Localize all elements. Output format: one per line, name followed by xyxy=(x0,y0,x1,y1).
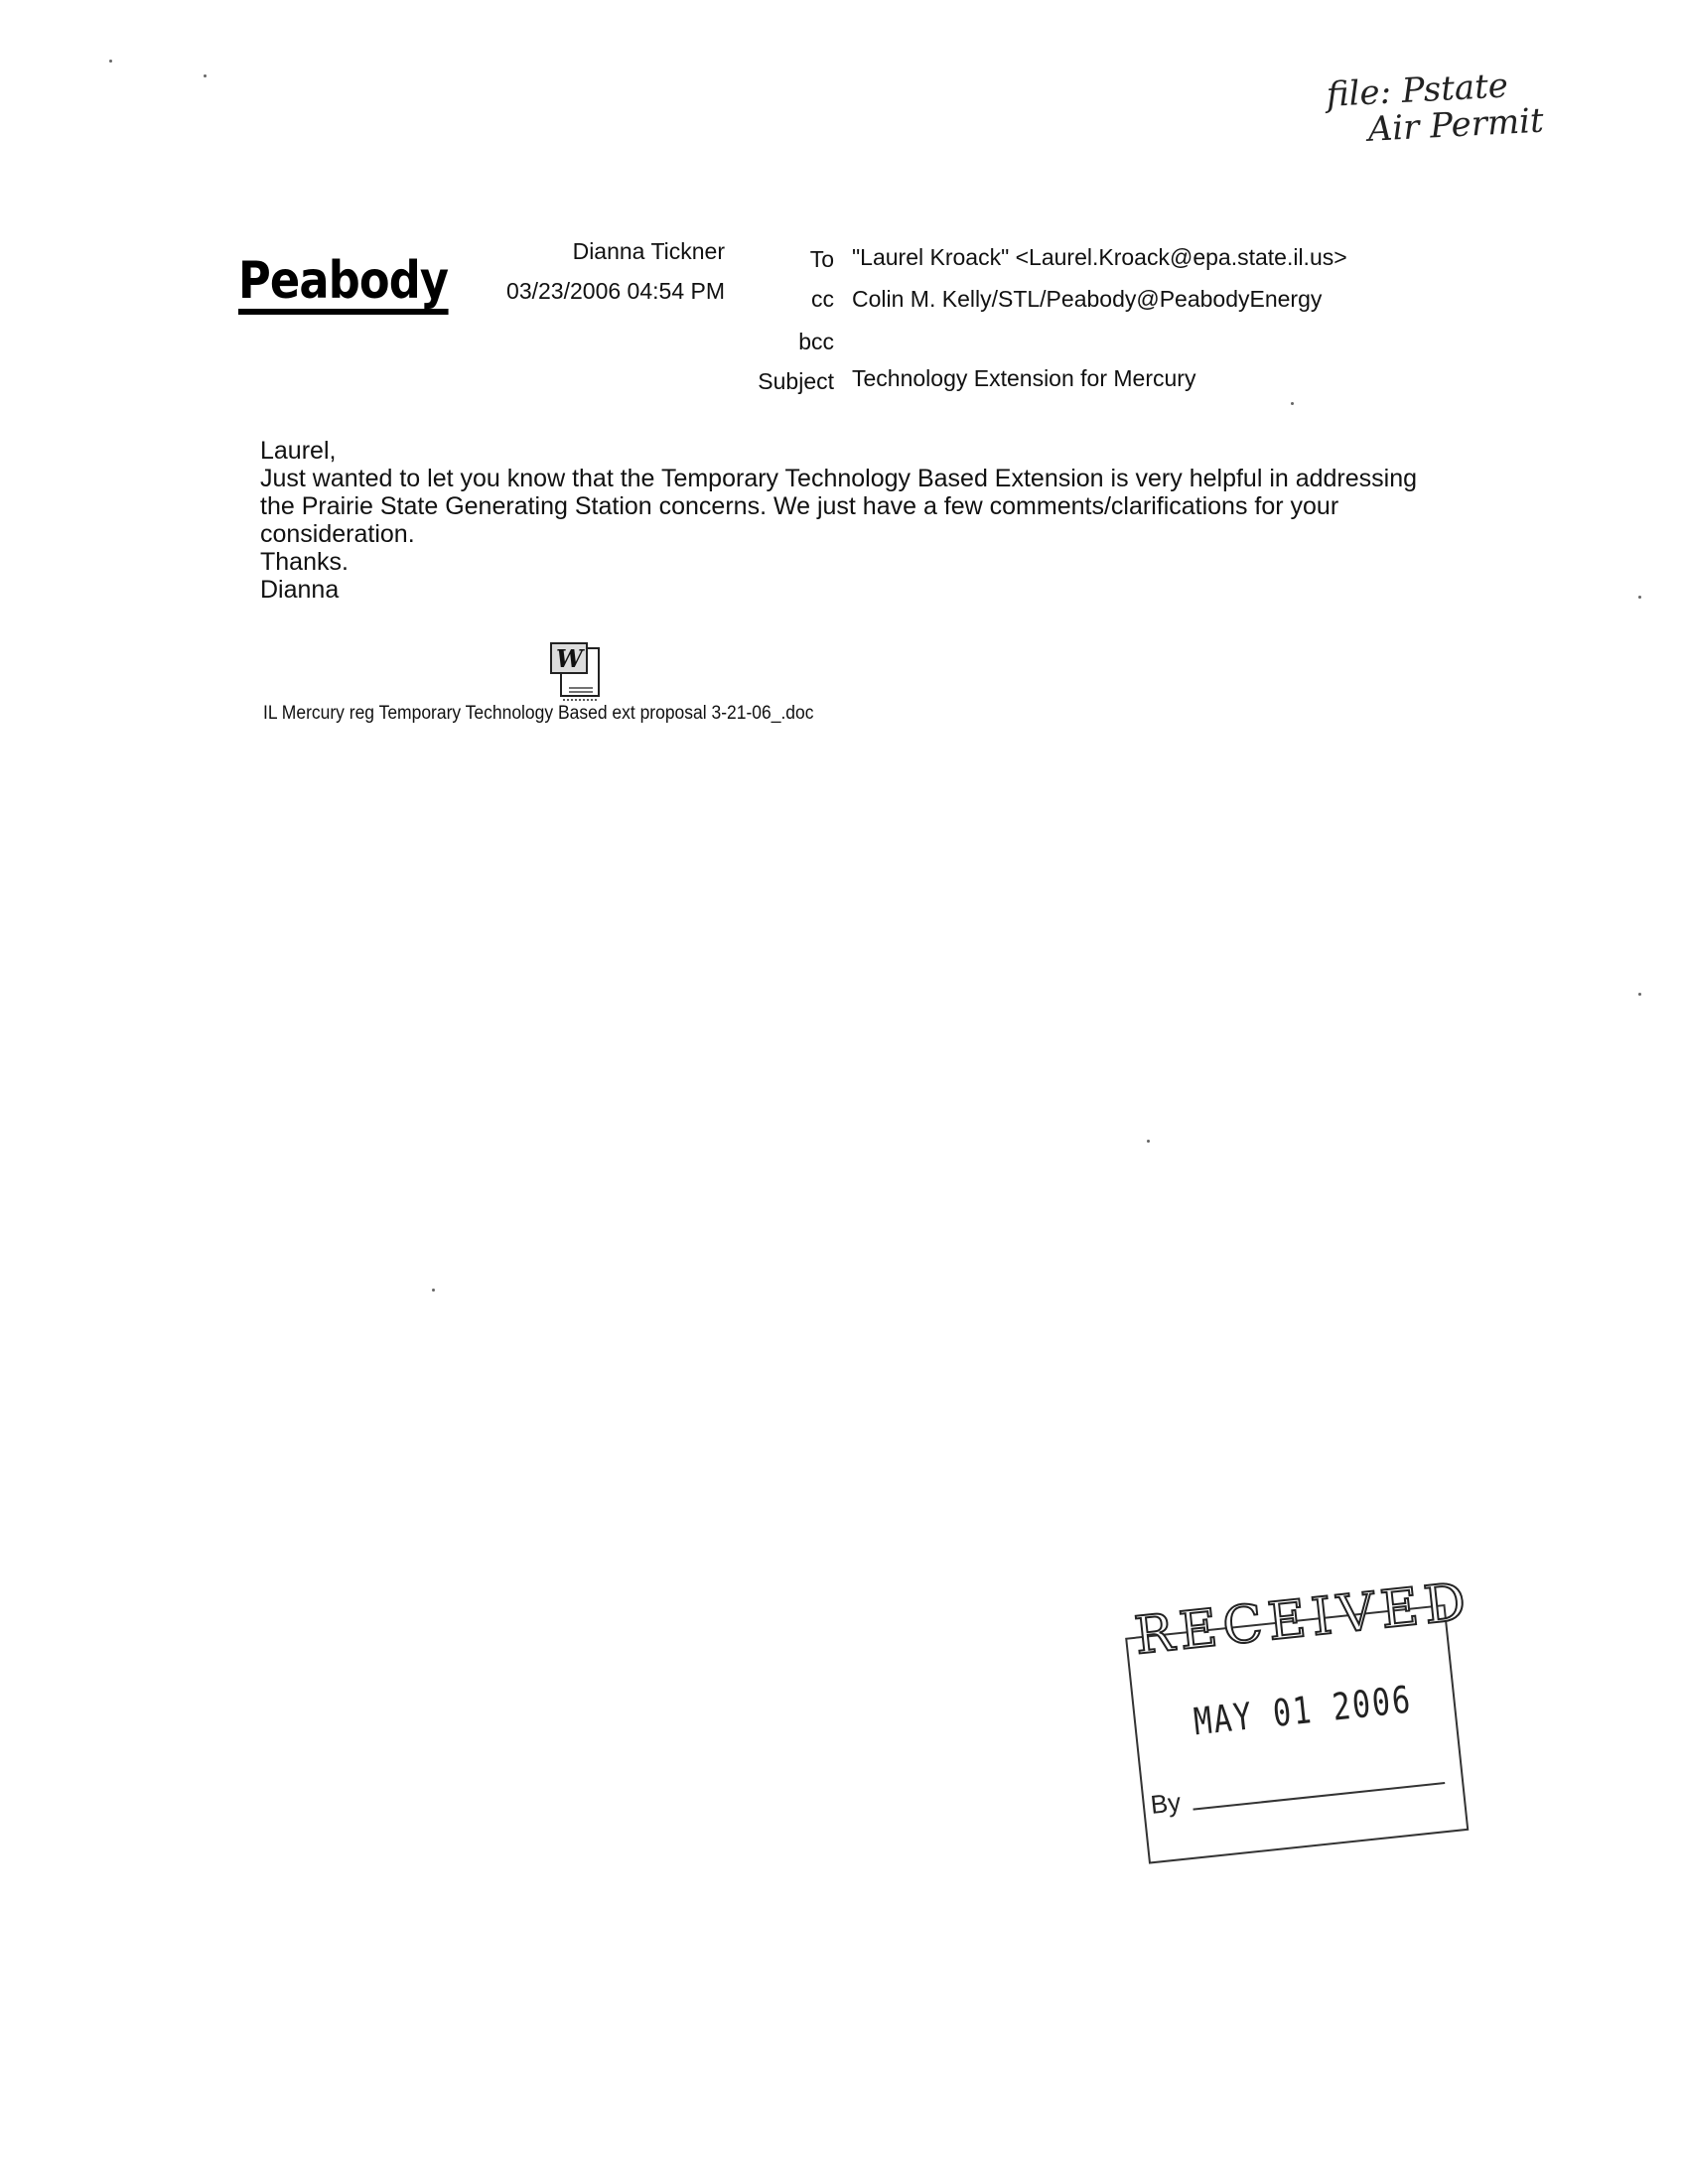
scan-speck xyxy=(1147,1140,1150,1143)
word-document-icon[interactable] xyxy=(549,640,609,702)
scan-speck xyxy=(204,74,207,77)
thanks-line: Thanks. xyxy=(260,548,349,576)
svg-text:W: W xyxy=(556,644,583,673)
scan-speck xyxy=(1638,993,1641,996)
greeting: Laurel, xyxy=(260,437,337,465)
body-line-1: Just wanted to let you know that the Temporary Technology Based Extension is very helpful in addressing xyxy=(260,465,1418,492)
cc-label: cc xyxy=(811,286,834,312)
subject-label: Subject xyxy=(758,368,834,394)
stamp-date: MAY 01 2006 xyxy=(1192,1678,1415,1745)
scan-speck xyxy=(1638,596,1641,599)
word-document-icon-graphic xyxy=(549,640,609,702)
handwritten-note-line-2: Air Permit xyxy=(1366,100,1545,151)
scan-speck xyxy=(1291,402,1294,405)
body-line-2: the Prairie State Generating Station concerns. We just have a few comments/clarifications for your xyxy=(260,492,1339,520)
signature: Dianna xyxy=(260,576,340,604)
subject-value: Technology Extension for Mercury xyxy=(852,365,1196,391)
scan-speck xyxy=(432,1289,435,1292)
received-stamp xyxy=(1122,1571,1474,1860)
bcc-label: bcc xyxy=(798,329,834,354)
to-label: To xyxy=(809,246,834,272)
sender-name: Dianna Tickner xyxy=(572,238,725,264)
handwritten-note-line-1: file: Pstate xyxy=(1325,66,1509,115)
attachment-filename[interactable]: IL Mercury reg Temporary Technology Based ext proposal 3-21-06_.doc xyxy=(263,703,814,724)
scan-speck xyxy=(109,60,112,63)
body-line-3: consideration. xyxy=(260,520,415,548)
cc-value: Colin M. Kelly/STL/Peabody@PeabodyEnergy xyxy=(852,286,1323,312)
sent-datetime: 03/23/2006 04:54 PM xyxy=(506,278,725,304)
to-value: "Laurel Kroack" <Laurel.Kroack@epa.state.il.us> xyxy=(852,244,1347,270)
stamp-by-label: By xyxy=(1149,1786,1183,1820)
peabody-logo: Peabody xyxy=(238,253,448,315)
stamp-heading: RECEIVED xyxy=(1131,1571,1474,1667)
message-body xyxy=(260,437,1511,604)
handwritten-note xyxy=(1326,67,1545,152)
